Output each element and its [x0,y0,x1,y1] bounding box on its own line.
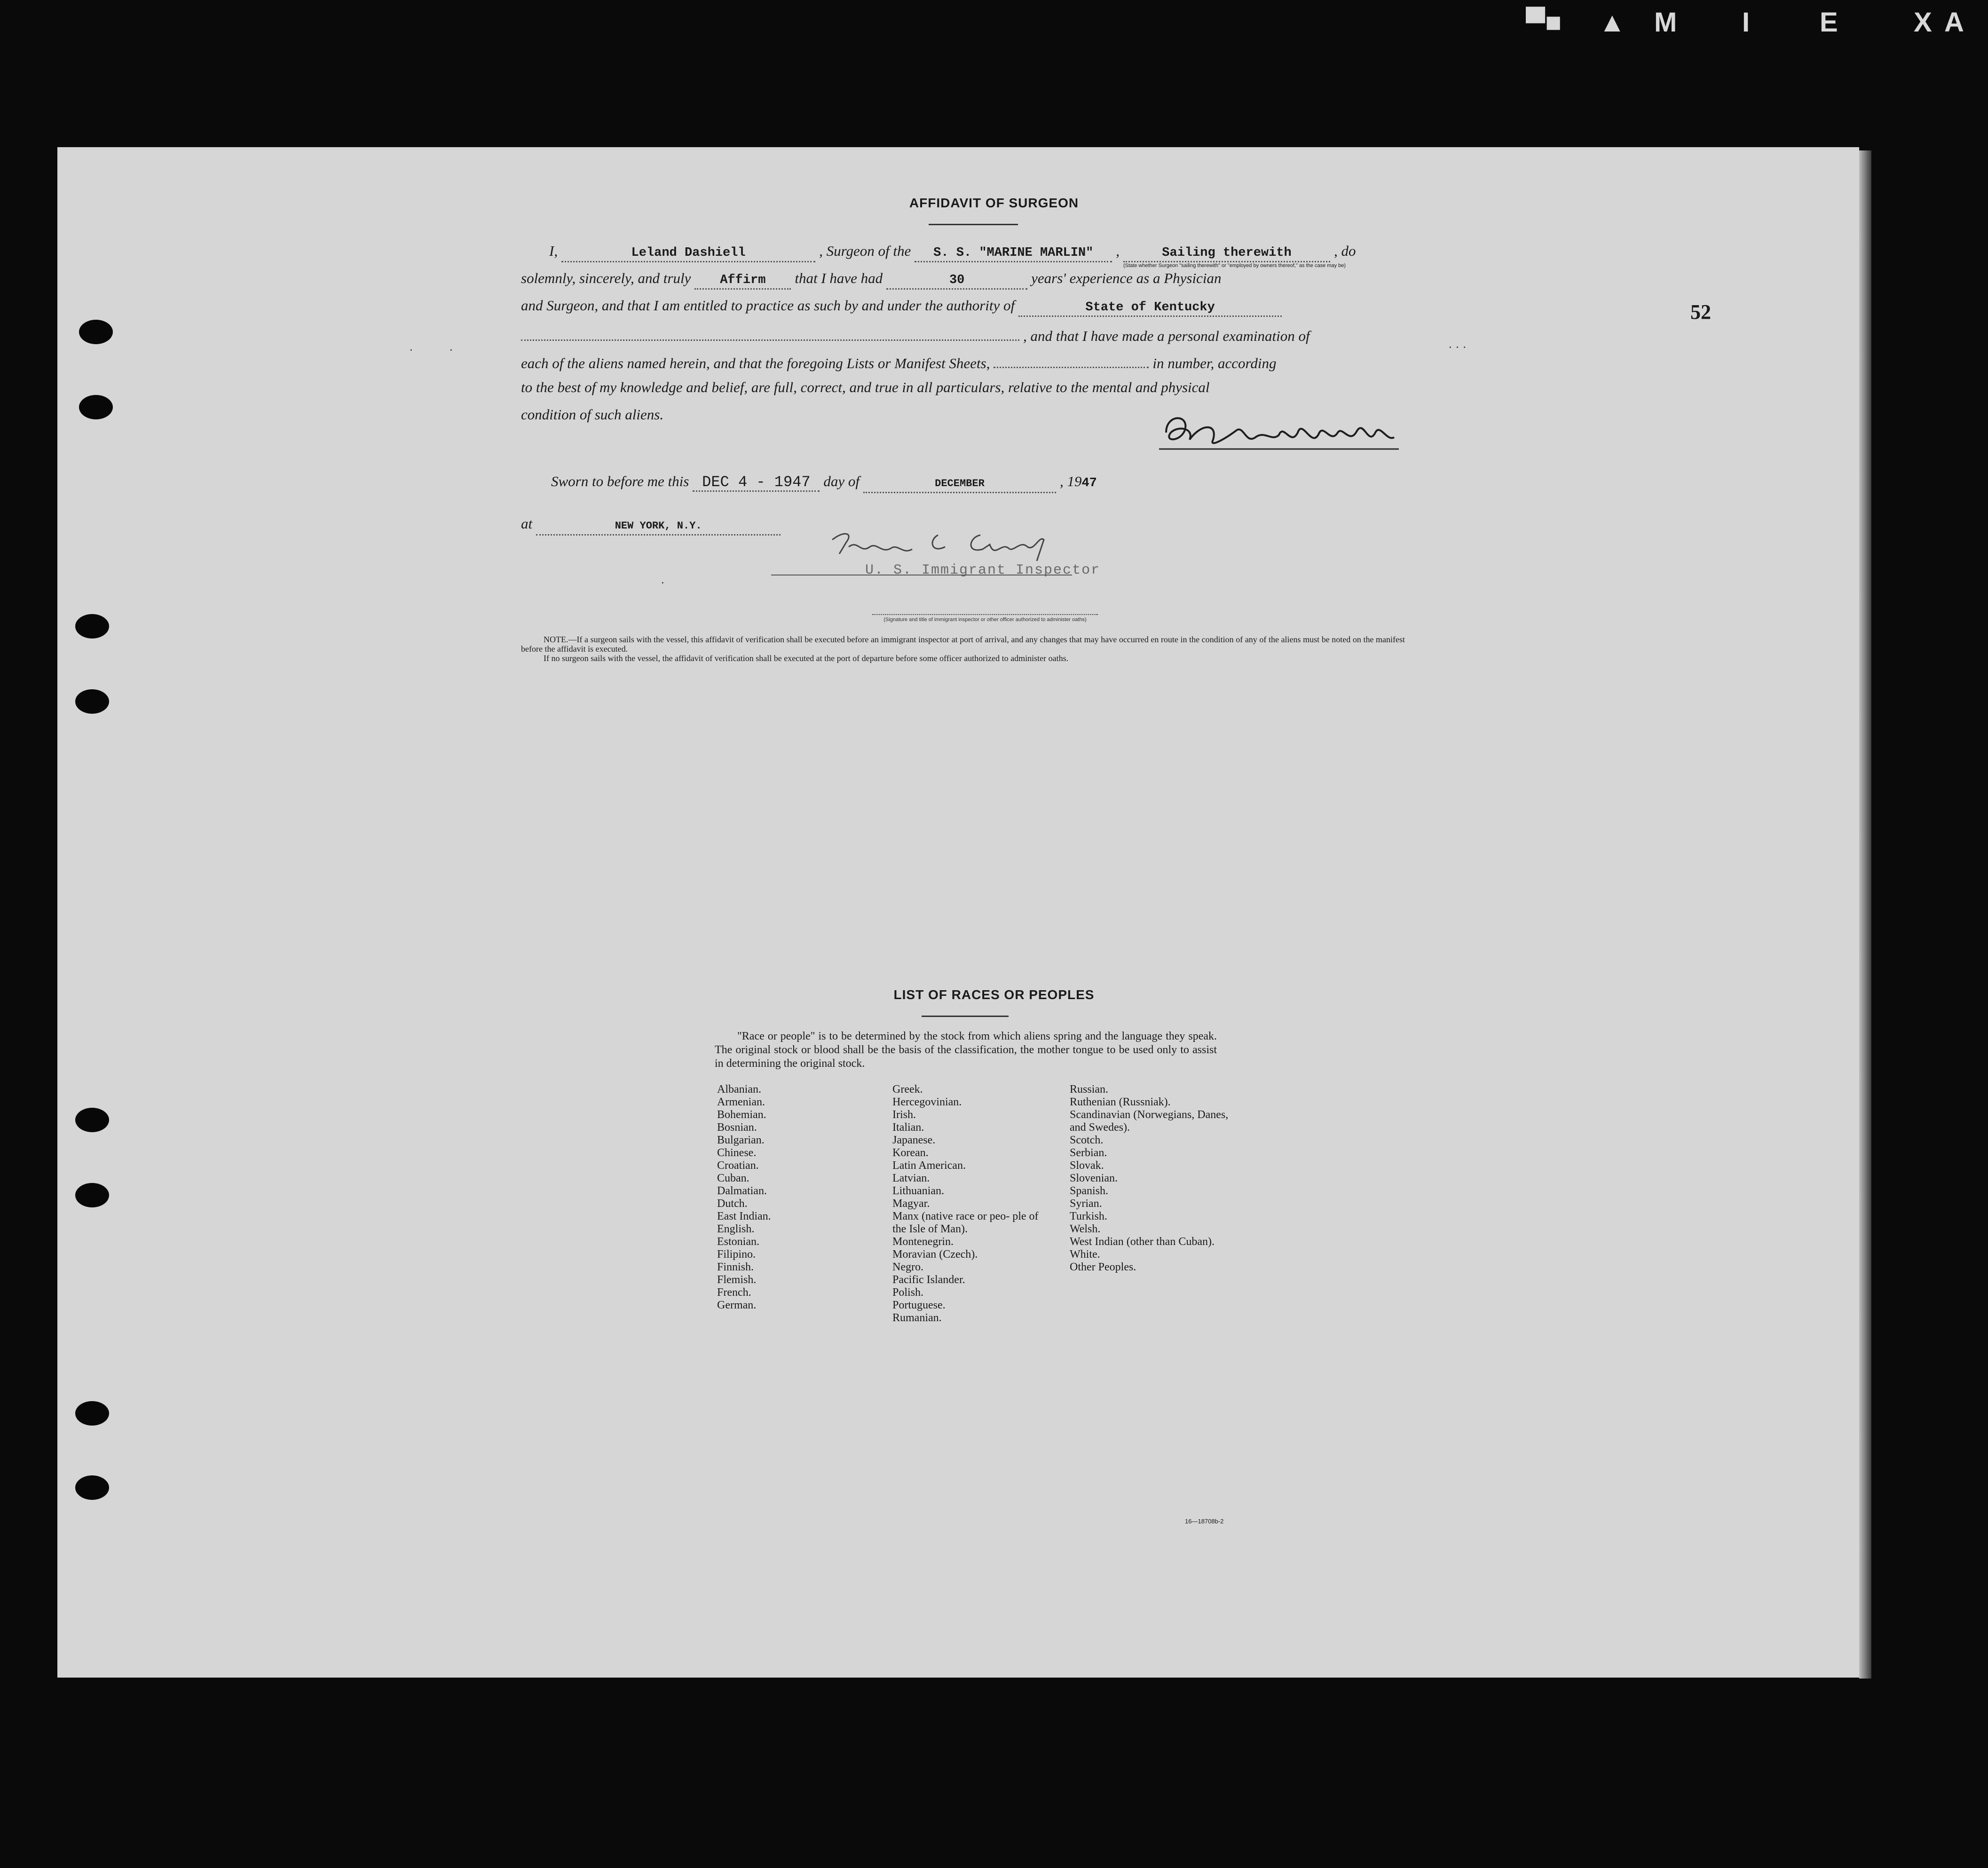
race-item: Croatian. [717,1159,759,1172]
film-mark: M [1654,7,1677,38]
race-item: West Indian (other than Cuban). [1070,1236,1215,1248]
punch-hole [75,689,109,714]
affidavit-line-5 [521,352,1405,372]
race-item: Negro. [892,1261,923,1273]
race-item: Welsh. [1070,1223,1101,1235]
race-item: Lithuanian. [892,1185,944,1197]
race-item: Moravian (Czech). [892,1248,978,1261]
sworn-prefix: Sworn to before me this [551,473,689,489]
race-item: Montenegrin. [892,1236,954,1248]
place-field: NEW YORK, N.Y. [536,519,781,536]
race-item: Russian. [1070,1083,1109,1096]
race-item: Hercegovinian. [892,1096,962,1108]
punch-hole [75,1183,109,1207]
title-rule [929,224,1018,225]
race-item: German. [717,1299,757,1311]
line3-prefix: and Surgeon, and that I am entitled to practice as such by and under the authority of [521,297,1015,314]
vessel-name-field: S. S. "MARINE MARLIN" [915,246,1112,262]
race-item: Magyar. [892,1198,930,1210]
signature-caption: (Signature and title of immigrant inspector or other officer authorized to administer oaths) [884,617,1087,623]
film-mark: A [1944,7,1964,38]
punch-hole [79,320,113,344]
line1-comma: , [1116,243,1120,259]
years-experience-field: 30 [886,273,1027,290]
race-item: Albanian. [717,1083,761,1096]
sworn-year-prefix: , 19 [1059,473,1082,489]
line5-suffix: in number, according [1152,355,1277,371]
sworn-mid: day of [823,473,860,489]
punch-hole [79,395,113,419]
film-mark: ▲ [1599,7,1626,38]
affidavit-line-1 [521,243,1405,268]
races-intro: "Race or people" is to be determined by the stock from which aliens spring and the language they speak. The original stock or blood shall be the basis of the classification, the mother tongue to be used only to assist in determining the original stock. [715,1030,1217,1070]
race-item: Latvian. [892,1172,930,1184]
race-item: Dalmatian. [717,1185,767,1197]
race-item: Scotch. [1070,1134,1104,1146]
race-item: White. [1070,1248,1100,1261]
race-item: Bosnian. [717,1121,757,1134]
signature-rule [872,614,1098,615]
race-item: Finnish. [717,1261,754,1273]
race-item: Slovenian. [1070,1172,1118,1184]
sheet-count-field [994,352,1149,368]
film-mark: X [1914,7,1932,38]
race-item: Polish. [892,1286,924,1299]
race-item: Other Peoples. [1070,1261,1136,1273]
oath-type-field: Affirm [694,273,791,290]
race-item: Turkish. [1070,1210,1107,1222]
affidavit-note [521,635,1405,663]
race-item: Dutch. [717,1198,748,1210]
race-item: Chinese. [717,1147,757,1159]
affidavit-line-2 [521,270,1405,291]
race-item: Manx (native race or peo- ple of the Isle of Man). [892,1210,1039,1235]
film-mark: ▀■ [1526,7,1562,38]
race-item: Bohemian. [717,1109,766,1121]
page-edge-shadow [1859,150,1871,1679]
place-prefix: at [521,515,533,532]
capacity-value: Sailing therewith [1162,246,1292,260]
line2-prefix: solemnly, sincerely, and truly [521,270,691,286]
film-mark: I [1742,7,1750,38]
races-column-2 [892,1083,1071,1324]
line1-suffix: , do [1334,243,1356,259]
punch-hole [75,1401,109,1426]
line1-prefix: I, [549,243,558,259]
page-number: 52 [1690,300,1711,323]
race-item: Italian. [892,1121,924,1134]
race-item: Cuban. [717,1172,749,1184]
race-item: Japanese. [892,1134,936,1146]
stray-mark: · [661,576,665,590]
race-item: Bulgarian. [717,1134,765,1146]
race-item: Armenian. [717,1096,765,1108]
place-line [521,515,878,536]
authority-continuation-field [521,324,1019,341]
stray-mark: · [449,343,453,357]
sworn-year: 47 [1081,476,1097,490]
race-item: Ruthenian (Russniak). [1070,1096,1171,1108]
race-item: Filipino. [717,1248,756,1261]
surgeon-signature [1157,404,1401,456]
race-item: Pacific Islander. [892,1274,965,1286]
stray-mark: · [409,343,413,357]
race-item: Slovak. [1070,1159,1104,1172]
film-mark: E [1820,7,1838,38]
race-item: Serbian. [1070,1147,1107,1159]
stray-mark: · · · [1448,340,1467,354]
race-item: French. [717,1286,751,1299]
inspector-title: U. S. Immigrant Inspector [865,562,1101,578]
race-item: English. [717,1223,755,1235]
affidavit-line-4 [521,324,1405,345]
punch-hole [75,614,109,638]
line5-prefix: each of the aliens named herein, and that the foregoing Lists or Manifest Sheets, [521,355,990,371]
line2-suffix: years' experience as a Physician [1031,270,1222,286]
sworn-line [551,473,1200,494]
line4-suffix: , and that I have made a personal examination of [1023,328,1310,344]
punch-hole [75,1108,109,1132]
line2-mid: that I have had [795,270,883,286]
race-item: Portuguese. [892,1299,946,1311]
film-edge-marks [1519,8,1984,37]
line1-mid: , Surgeon of the [819,243,911,259]
race-item: Korean. [892,1147,929,1159]
race-item: East Indian. [717,1210,771,1222]
race-item: Estonian. [717,1236,759,1248]
form-code: 16—18708b-2 [1185,1518,1224,1525]
affidavit-title: AFFIDAVIT OF SURGEON [909,196,1079,210]
race-item: Irish. [892,1109,916,1121]
affidavit-line-3 [521,297,1405,318]
race-item: Spanish. [1070,1185,1109,1197]
race-item: Greek. [892,1083,923,1096]
surgeon-name-field: Leland Dashiell [561,246,815,262]
capacity-note: (State whether Surgeon "sailing therewith" or "employed by owners thereof," as the case may be) [1123,263,1346,268]
race-item: Rumanian. [892,1312,942,1324]
document-page [57,147,1859,1678]
races-title: LIST OF RACES OR PEOPLES [893,987,1095,1002]
race-item: Latin American. [892,1159,966,1172]
affidavit-line-6: to the best of my knowledge and belief, are full, correct, and true in all particulars, relative to the mental and physical [521,379,1210,395]
surgeon-capacity-field [1123,246,1346,268]
race-item: Flemish. [717,1274,757,1286]
affidavit-line-7: condition of such aliens. [521,406,664,423]
races-column-3 [1070,1083,1248,1274]
note-no-surgeon: If no surgeon sails with the vessel, the affidavit of verification shall be executed at the port of departure before some officer authorized to administer oaths. [544,654,1069,663]
race-item: Scandinavian (Norwegians, Danes, and Swedes). [1070,1109,1229,1134]
punch-hole [75,1475,109,1500]
races-title-rule [922,1016,1009,1017]
licensing-authority-field: State of Kentucky [1018,300,1282,317]
race-item: Syrian. [1070,1198,1102,1210]
races-column-1 [717,1083,896,1312]
sworn-date-stamp: DEC 4 - 1947 [693,475,820,492]
inspector-signature [825,526,1051,563]
note-surgeon-sails: NOTE.—If a surgeon sails with the vessel, this affidavit of verification shall be executed before an immigrant inspector at port of arrival, and any changes that may have occurred en route in the condition of any of the aliens must be noted on the manifest before the affidavit is executed. [521,635,1405,654]
sworn-month-field: DECEMBER [863,477,1056,493]
